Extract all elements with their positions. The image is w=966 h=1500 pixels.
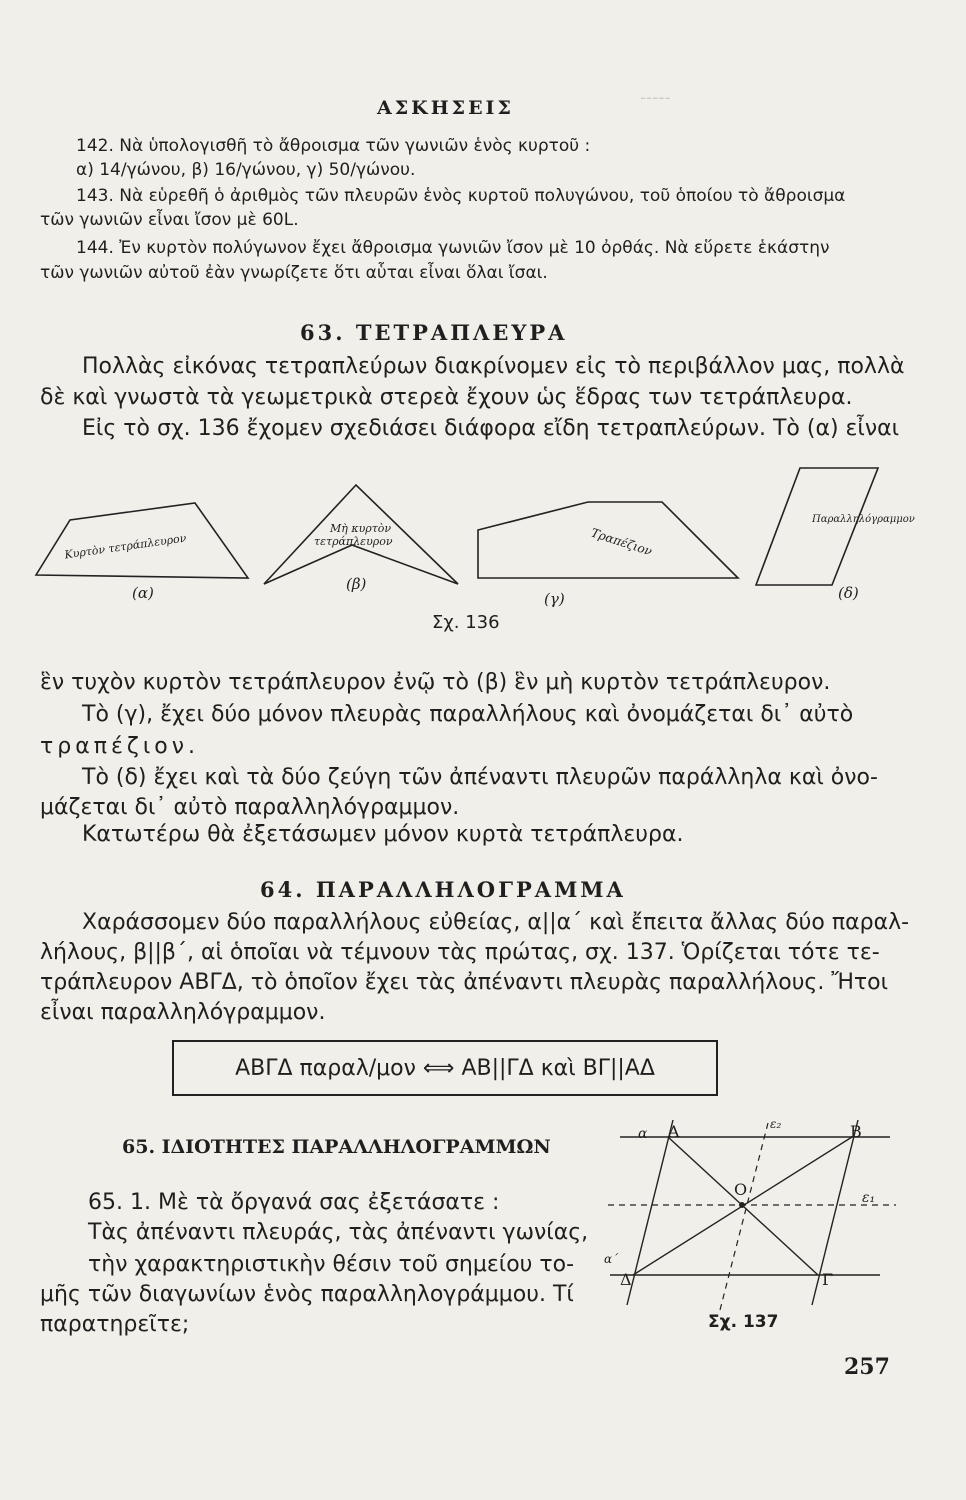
section-63-title: 63. ΤΕΤΡΑΠΛΕΥΡΑ (300, 320, 568, 345)
quad-parallelogram (756, 468, 878, 585)
after136-line4: Τὸ (δ) ἔχει καὶ τὰ δύο ζεύγη τῶν ἀπέναντι πλευρῶν παράλληλα καὶ ὀνο- (82, 765, 878, 790)
fig137-label-e2: ε₂ (770, 1117, 782, 1131)
fig136-c-label: Τραπέζιον (589, 525, 654, 559)
sec63-line1: Πολλὰς εἰκόνας τετραπλεύρων διακρίνομεν εἰς τὸ περιβάλλον μας, πολλὰ (82, 354, 905, 379)
fig136-d-tag: (δ) (838, 584, 859, 602)
exercises-title: ΑΣΚΗΣΕΙΣ (377, 97, 514, 119)
sec65-subtitle: 65. 1. Μὲ τὰ ὄργανά σας ἐξετάσατε : (88, 1190, 500, 1215)
parallelogram-definition-box: ΑΒΓΔ παραλ/μον ⟺ ΑΒ||ΓΔ καὶ ΒΓ||ΑΔ (172, 1040, 718, 1096)
after136-line1: ἓν τυχὸν κυρτὸν τετράπλευρον ἐνῷ τὸ (β) ἓν μὴ κυρτὸν τετράπλευρον. (40, 670, 831, 695)
fig136-b-tag: (β) (346, 575, 367, 593)
exercise-143-line2: τῶν γωνιῶν εἶναι ἴσον μὲ 60L. (40, 210, 299, 230)
exercise-143-line1: 143. Νὰ εὑρεθῆ ὁ ἀριθμὸς τῶν πλευρῶν ἑνὸς κυρτοῦ πολυγώνου, τοῦ ὁποίου τὸ ἄθροισμα (76, 186, 846, 206)
sec64-line3: τράπλευρον ΑΒΓΔ, τὸ ὁποῖον ἔχει τὰς ἀπέναντι πλευρὰς παραλλήλους. Ἤτοι (40, 970, 889, 995)
figure-137 (600, 1115, 910, 1315)
fig136-a-label: Κυρτὸν τετράπλευρον (63, 531, 188, 562)
after136-line6: Κατωτέρω θὰ ἐξετάσωμεν μόνον κυρτὰ τετράπλευρα. (82, 822, 684, 847)
exercise-142-line1: 142. Νὰ ὑπολογισθῆ τὸ ἄθροισμα τῶν γωνιῶν ἑνὸς κυρτοῦ : (76, 136, 591, 156)
sec65-line3: μῆς τῶν διαγωνίων ἑνὸς παραλληλογράμμου. Τί (40, 1282, 574, 1307)
fig136-d-label: Παραλληλόγραμμον (812, 514, 915, 525)
fig136-c-tag: (γ) (544, 590, 565, 608)
fig136-b-label-1: Μὴ κυρτὸν (330, 522, 392, 535)
fig137-caption: Σχ. 137 (708, 1312, 779, 1332)
fig136-b-label-2: τετράπλευρον (314, 535, 393, 548)
sec64-line1: Χαράσσομεν δύο παραλλήλους εὐθείας, α||α΄ καὶ ἔπειτα ἄλλας δύο παραλ- (82, 910, 910, 935)
exercise-144-line1: 144. Ἐν κυρτὸν πολύγωνον ἔχει ἄθροισμα γωνιῶν ἴσον μὲ 10 ὀρθάς. Νὰ εὕρετε ἑκάστην (76, 238, 830, 258)
after136-line2: Τὸ (γ), ἔχει δύο μόνον πλευρὰς παραλλήλους καὶ ὀνομάζεται δι᾽ αὐτὸ (82, 702, 854, 727)
bleed-through-text: ----- (640, 88, 671, 108)
fig137-label-O: O (734, 1180, 748, 1199)
fig137-label-G: Γ (822, 1270, 834, 1289)
sec65-line2: τὴν χαρακτηριστικὴν θέσιν τοῦ σημείου το- (88, 1252, 575, 1277)
fig137-label-A: Α (668, 1122, 680, 1141)
page-number: 257 (844, 1354, 890, 1380)
sec63-line2: δὲ καὶ γνωστὰ τὰ γεωμετρικὰ στερεὰ ἔχουν ὡς ἕδρας των τετράπλευρα. (40, 385, 853, 410)
fig137-label-D: Δ (620, 1270, 632, 1289)
after136-line3: τραπέζιον. (40, 734, 200, 759)
sec63-line3: Εἰς τὸ σχ. 136 ἔχομεν σχεδιάσει διάφορα εἴδη τετραπλεύρων. Τὸ (α) εἶναι (82, 416, 900, 441)
section-65-title: 65. ΙΔΙΟΤΗΤΕΣ ΠΑΡΑΛΛΗΛΟΓΡΑΜΜΩΝ (122, 1136, 551, 1158)
fig137-label-B: Β (850, 1122, 862, 1141)
fig137-label-e1: ε₁ (862, 1190, 876, 1206)
exercise-142-line2: α) 14/γώνου, β) 16/γώνου, γ) 50/γώνου. (76, 160, 416, 180)
sec65-line4: παρατηρεῖτε; (40, 1312, 190, 1337)
section-64-title: 64. ΠΑΡΑΛΛΗΛΟΓΡΑΜΜΑ (260, 877, 626, 902)
sec64-line4: εἶναι παραλληλόγραμμον. (40, 1000, 326, 1025)
fig136-caption: Σχ. 136 (432, 612, 500, 633)
fig137-label-a-prime: α΄ (604, 1252, 619, 1266)
fig136-a-tag: (α) (132, 584, 154, 602)
fig137-label-a: α (638, 1126, 648, 1142)
exercise-144-line2: τῶν γωνιῶν αὐτοῦ ἐὰν γνωρίζετε ὅτι αὗται εἶναι ὅλαι ἴσαι. (40, 263, 548, 283)
sec65-line1: Τὰς ἀπέναντι πλευράς, τὰς ἀπέναντι γωνίας, (88, 1220, 589, 1245)
sec64-line2: λήλους, β||β΄, αἱ ὁποῖαι νὰ τέμνουν τὰς πρώτας, σχ. 137. Ὁρίζεται τότε τε- (40, 940, 880, 965)
after136-line5: μάζεται δι᾽ αὐτὸ παραλληλόγραμμον. (40, 795, 460, 820)
